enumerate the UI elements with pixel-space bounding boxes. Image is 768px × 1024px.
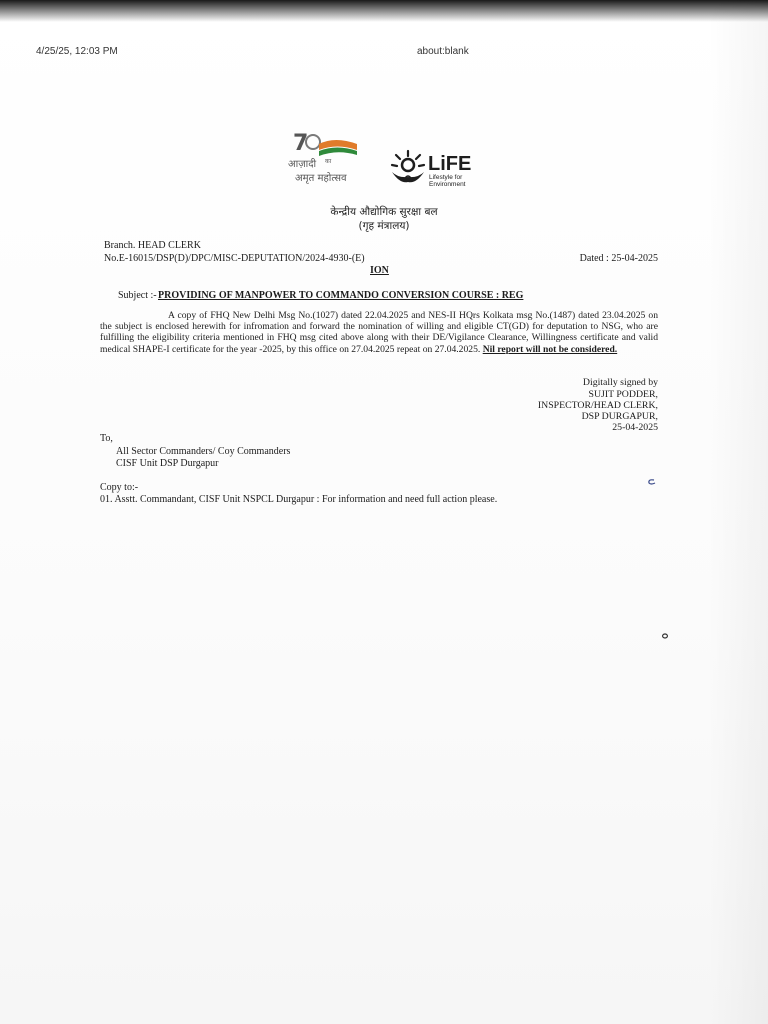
- azadi-text-top: आज़ादी: [288, 159, 317, 170]
- signature-date: 25-04-2025: [612, 422, 658, 433]
- nil-report-notice: Nil report will not be considered.: [482, 343, 618, 355]
- document-date: Dated : 25-04-2025: [579, 253, 658, 264]
- print-datetime: 4/25/25, 12:03 PM: [36, 46, 118, 57]
- life-mission-logo: [388, 146, 488, 191]
- signature-name: SUJIT PODDER,: [588, 389, 658, 400]
- file-number: No.E-16015/DSP(D)/DPC/MISC-DEPUTATION/2024-4930-(E): [104, 253, 365, 264]
- scan-speck: [661, 632, 669, 640]
- copy-to-line-1: 01. Asstt. Commandant, CISF Unit NSPCL Durgapur : For information and need full action please.: [100, 494, 498, 505]
- svg-text:का: का: [325, 158, 332, 165]
- scan-right-shade: [708, 0, 768, 1024]
- svg-text:7: 7: [293, 131, 309, 156]
- azadi-amrit-mahotsav-logo: [285, 130, 365, 188]
- ion-heading: ION: [370, 265, 389, 276]
- signature-designation: INSPECTOR/HEAD CLERK,: [537, 400, 658, 411]
- print-url: about:blank: [417, 46, 469, 57]
- recipient-line-2: CISF Unit DSP Durgapur: [116, 458, 219, 469]
- organisation-name-hindi: केन्द्रीय औद्योगिक सुरक्षा बल: [330, 206, 438, 218]
- scan-speck: [646, 478, 656, 486]
- signature-unit: DSP DURGAPUR,: [581, 411, 658, 422]
- subject-text: PROVIDING OF MANPOWER TO COMMANDO CONVERSION COURSE : REG: [158, 290, 524, 301]
- to-label: To,: [100, 433, 113, 444]
- recipient-line-1: All Sector Commanders/ Coy Commanders: [116, 446, 291, 457]
- life-title: LiFE: [428, 153, 472, 175]
- body-text: A copy of FHQ New Delhi Msg No.(1027) dated 22.04.2025 and NES-II HQrs Kolkata msg No.(1487) dated 23.04.2025 on the subject is enclosed herewith for infromation and forward the nomination of willing and eligible CT(GD) for deputation to NSG, who are fulfilling the eligibility criteria mentioned in FHQ msg cited above along with their DE/Vigilance Clearance, Willingness certificate and valid medical SHAPE-I certificate for the year -2025, by this office on 27.04.2025 repeat on 27.04.2025.: [100, 310, 658, 355]
- sun-hands-icon: [392, 151, 424, 182]
- copy-to-label: Copy to:-: [100, 482, 139, 493]
- life-subtitle-1: Lifestyle for: [429, 174, 463, 181]
- life-subtitle-2: Environment: [429, 181, 466, 188]
- branch-line: Branch. HEAD CLERK: [104, 240, 201, 251]
- ministry-name-hindi: (गृह मंत्रालय): [358, 220, 410, 232]
- signature-line-1: Digitally signed by: [582, 377, 658, 388]
- body-paragraph: [100, 310, 658, 355]
- azadi-text-bottom: अमृत महोत्सव: [295, 173, 347, 184]
- subject-label: Subject :-: [118, 290, 157, 301]
- scan-top-edge: [0, 0, 768, 22]
